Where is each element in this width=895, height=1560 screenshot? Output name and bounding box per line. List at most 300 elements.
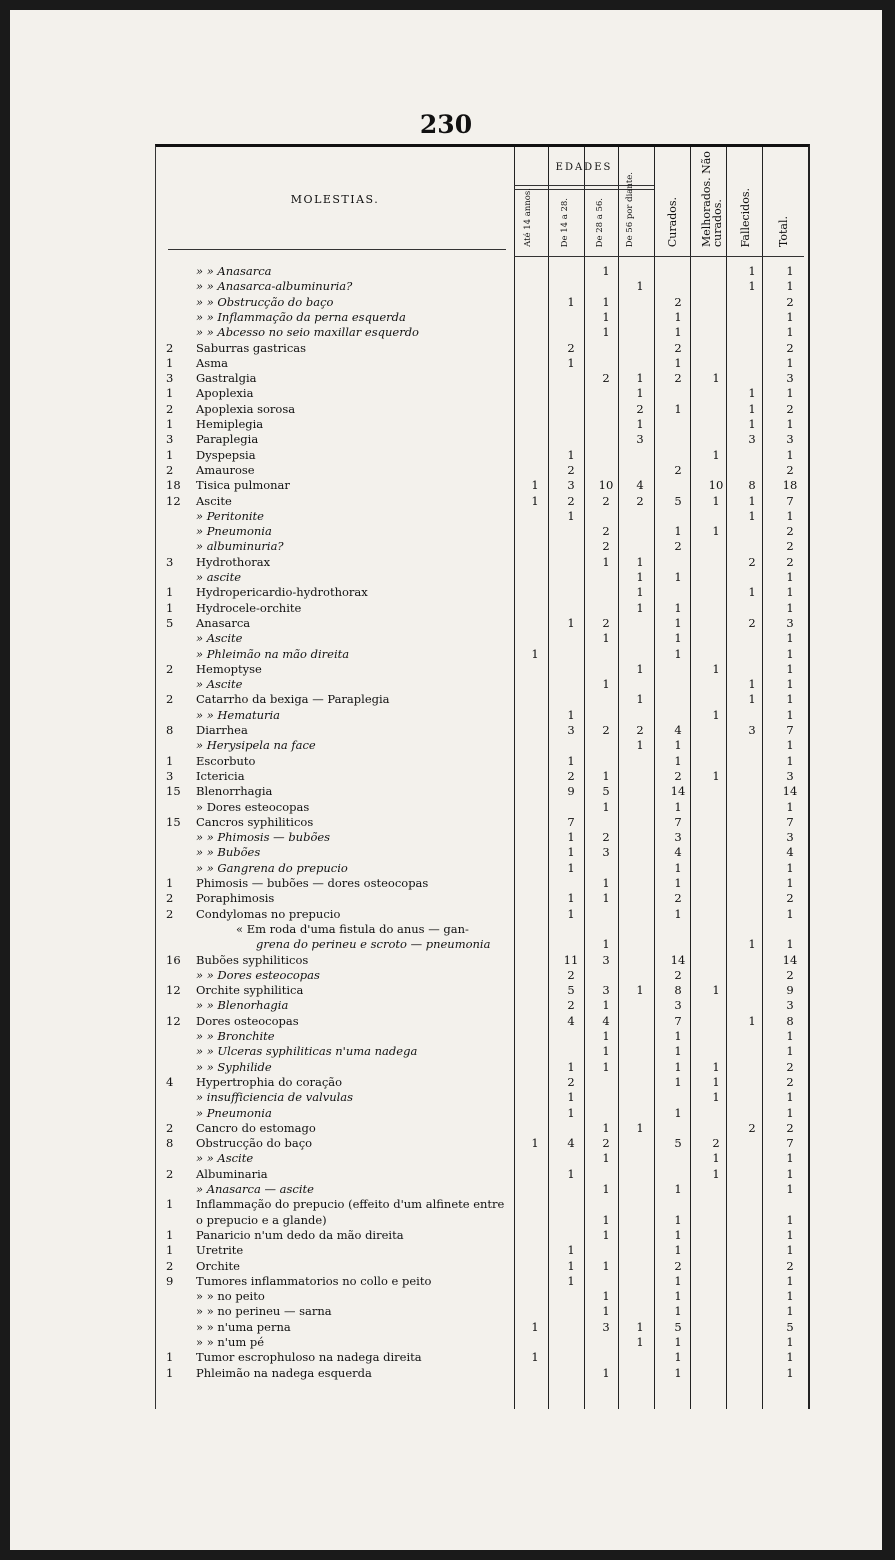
cell-mel: 1 [712, 1059, 720, 1074]
table-row [156, 708, 808, 723]
cell-d: 1 [636, 983, 644, 998]
cell-b: 9 [567, 784, 575, 799]
cell-c: 1 [602, 325, 610, 340]
disease-name: » » Dores esteocopas [196, 967, 320, 982]
cell-c: 10 [598, 478, 614, 493]
cell-mel: 1 [712, 983, 720, 998]
disease-name: » » n'uma perna [196, 1319, 291, 1334]
table-row [156, 1228, 808, 1243]
table-row [156, 677, 808, 692]
disease-name: » Ascite [196, 677, 243, 692]
cell-cur: 2 [674, 294, 682, 309]
table-row [156, 1335, 808, 1350]
cell-mel: 10 [708, 478, 724, 493]
disease-name: Saburras gastricas [196, 340, 307, 355]
cell-cur: 5 [674, 493, 682, 508]
table-row [156, 1075, 808, 1090]
cell-tot: 2 [786, 1059, 794, 1074]
cell-d: 2 [636, 493, 644, 508]
cell-d: 1 [636, 692, 644, 707]
table-row [156, 310, 808, 325]
disease-name: Tumores inflammatorios no collo e peito [196, 1273, 432, 1288]
cell-d: 1 [636, 417, 644, 431]
disease-name: » » Syphilide [196, 1059, 272, 1074]
table-row [156, 1259, 808, 1274]
table-row [156, 1320, 808, 1335]
cell-c: 1 [602, 1365, 610, 1380]
table-row [156, 662, 808, 677]
table-row [156, 647, 808, 662]
cell-b: 4 [567, 1136, 575, 1151]
cell-a: 1 [531, 646, 539, 661]
disease-name: « Em roda d'uma fistula do anus — gan- [236, 921, 469, 936]
cell-cur: 1 [674, 1074, 682, 1089]
cell-d: 1 [636, 279, 644, 294]
disease-name: Gastralgia [196, 371, 257, 386]
cell-cur: 3 [674, 830, 682, 845]
cell-b: 2 [567, 1074, 575, 1089]
disease-name: » albuminuria? [196, 539, 284, 554]
cell-c: 1 [602, 891, 610, 906]
cell-mel: 1 [712, 371, 720, 386]
cell-b: 1 [567, 1273, 575, 1288]
cell-c: 5 [602, 784, 610, 799]
table-row [156, 800, 808, 815]
case-count: 3 [166, 371, 174, 386]
table-row [156, 325, 808, 340]
table-row [156, 738, 808, 753]
cell-tot: 2 [786, 401, 794, 416]
cell-d: 1 [636, 738, 644, 753]
cell-tot: 1 [786, 799, 794, 814]
cell-tot: 1 [786, 753, 794, 768]
cell-fal: 1 [748, 1013, 756, 1028]
disease-name: » Phleimão na mão direita [196, 646, 350, 661]
cell-b: 5 [567, 983, 575, 998]
cell-cur: 1 [674, 570, 682, 584]
disease-name: » » Ulceras syphiliticas n'uma nadega [196, 1044, 418, 1059]
cell-tot: 1 [786, 1335, 794, 1349]
cell-fal: 1 [748, 417, 756, 431]
disease-name: Apoplexia [196, 386, 254, 401]
cell-b: 1 [567, 891, 575, 906]
cell-tot: 1 [786, 325, 794, 340]
cell-cur: 1 [674, 906, 682, 921]
case-count: 1 [166, 1243, 174, 1258]
cell-c: 2 [602, 1136, 610, 1151]
table-row [156, 1090, 808, 1105]
cell-c: 4 [602, 1013, 610, 1028]
cell-tot: 1 [786, 600, 794, 615]
cell-tot: 14 [782, 784, 798, 799]
case-count: 2 [166, 661, 174, 676]
cell-tot: 1 [786, 1304, 794, 1319]
case-count: 1 [166, 417, 174, 431]
cell-tot: 1 [786, 508, 794, 523]
cell-c: 1 [602, 1227, 610, 1242]
cell-mel: 1 [712, 1166, 720, 1181]
disease-name: Panaricio n'um dedo da mão direita [196, 1227, 404, 1242]
cell-tot: 1 [786, 417, 794, 431]
table-row [156, 861, 808, 876]
cell-tot: 1 [786, 1289, 794, 1304]
cell-cur: 14 [670, 784, 686, 799]
table-row [156, 463, 808, 478]
cell-tot: 1 [786, 860, 794, 875]
table-row [156, 555, 808, 570]
table-row [156, 432, 808, 447]
table-row [156, 998, 808, 1013]
disease-name: » » Blenorhagia [196, 998, 289, 1013]
cell-cur: 1 [674, 876, 682, 890]
cell-tot: 7 [786, 723, 794, 737]
cell-tot: 2 [786, 294, 794, 309]
cell-cur: 1 [674, 1029, 682, 1043]
cell-tot: 2 [786, 539, 794, 554]
cell-tot: 8 [786, 1013, 794, 1028]
disease-name: » Ascite [196, 631, 243, 646]
cell-c: 2 [602, 493, 610, 508]
cell-fal: 1 [748, 585, 756, 600]
cell-cur: 1 [674, 309, 682, 324]
cell-c: 1 [602, 1044, 610, 1059]
case-count: 2 [166, 891, 174, 906]
table-row [156, 1350, 808, 1365]
cell-tot: 9 [786, 983, 794, 998]
header-melhorados: Melhorados. Não curados. [700, 151, 724, 247]
case-count: 4 [166, 1074, 174, 1089]
cell-b: 1 [567, 615, 575, 630]
disease-name: Poraphimosis [196, 891, 275, 906]
cell-cur: 8 [674, 983, 682, 998]
cell-mel: 1 [712, 1090, 720, 1105]
table-row [156, 1289, 808, 1304]
table-row [156, 570, 808, 585]
cell-d: 1 [636, 554, 644, 569]
table-row [156, 1213, 808, 1228]
cell-c: 2 [602, 723, 610, 737]
disease-name: » » Bronchite [196, 1029, 275, 1043]
cell-c: 3 [602, 845, 610, 860]
cell-b: 1 [567, 845, 575, 860]
cell-tot: 18 [782, 478, 798, 493]
table-row [156, 983, 808, 998]
header-56-plus: De 56 por diante. [625, 171, 635, 247]
table-row [156, 968, 808, 983]
case-count: 1 [166, 876, 174, 890]
cell-cur: 14 [670, 952, 686, 967]
cell-cur: 1 [674, 600, 682, 615]
table-row [156, 509, 808, 524]
cell-c: 1 [602, 799, 610, 814]
disease-name: » Dores esteocopas [196, 799, 310, 814]
cell-cur: 1 [674, 860, 682, 875]
cell-mel: 1 [712, 524, 720, 539]
cell-tot: 3 [786, 432, 794, 447]
cell-c: 2 [602, 830, 610, 845]
cell-mel: 1 [712, 1074, 720, 1089]
cell-cur: 1 [674, 1289, 682, 1304]
cell-cur: 2 [674, 891, 682, 906]
cell-fal: 1 [748, 508, 756, 523]
cell-d: 1 [636, 661, 644, 676]
cell-cur: 1 [674, 1227, 682, 1242]
cell-tot: 1 [786, 631, 794, 646]
cell-fal: 1 [748, 493, 756, 508]
table-row [156, 891, 808, 906]
table-row [156, 1243, 808, 1258]
cell-fal: 2 [748, 554, 756, 569]
cell-c: 3 [602, 983, 610, 998]
cell-c: 1 [602, 937, 610, 952]
table-row [156, 769, 808, 784]
cell-c: 1 [602, 876, 610, 890]
cell-b: 2 [567, 340, 575, 355]
cell-b: 2 [567, 462, 575, 477]
cell-c: 2 [602, 371, 610, 386]
header-ate-14: Até 14 annos. [523, 188, 533, 247]
disease-name: » » Abcesso no seio maxillar esquerdo [196, 325, 419, 340]
cell-tot: 2 [786, 1258, 794, 1273]
cell-fal: 2 [748, 615, 756, 630]
page [10, 10, 882, 1550]
cell-fal: 3 [748, 723, 756, 737]
cell-cur: 1 [674, 1182, 682, 1196]
header-fallecidos: Fallecidos. [739, 187, 752, 247]
cell-cur: 1 [674, 738, 682, 753]
case-count: 8 [166, 1136, 174, 1151]
case-count: 18 [166, 478, 181, 493]
cell-tot: 1 [786, 646, 794, 661]
cell-b: 3 [567, 723, 575, 737]
case-count: 1 [166, 355, 174, 370]
cell-mel: 1 [712, 661, 720, 676]
cell-cur: 1 [674, 615, 682, 630]
cell-tot: 1 [786, 1227, 794, 1242]
cell-tot: 7 [786, 1136, 794, 1151]
cell-c: 1 [602, 1059, 610, 1074]
cell-fal: 1 [748, 279, 756, 294]
disease-name: Orchite [196, 1258, 240, 1273]
disease-name: » » Phimosis — bubões [196, 830, 331, 845]
cell-tot: 4 [786, 845, 794, 860]
disease-name: » Anasarca — ascite [196, 1182, 314, 1196]
disease-name: Escorbuto [196, 753, 256, 768]
cell-tot: 2 [786, 554, 794, 569]
table-row [156, 1106, 808, 1121]
cell-a: 1 [531, 1136, 539, 1151]
cell-tot: 1 [786, 661, 794, 676]
cell-b: 2 [567, 493, 575, 508]
cell-d: 1 [636, 1120, 644, 1135]
cell-d: 3 [636, 432, 644, 447]
cell-cur: 1 [674, 1212, 682, 1227]
cell-cur: 1 [674, 1365, 682, 1380]
table-row [156, 1151, 808, 1166]
cell-cur: 1 [674, 401, 682, 416]
cell-cur: 1 [674, 325, 682, 340]
page-number: 230 [419, 110, 473, 139]
disease-name: Paraplegia [196, 432, 259, 447]
table-row [156, 601, 808, 616]
table-row [156, 876, 808, 891]
cell-c: 1 [602, 554, 610, 569]
cell-tot: 1 [786, 1166, 794, 1181]
cell-b: 1 [567, 1105, 575, 1120]
disease-name: Anasarca [196, 615, 251, 630]
cell-d: 1 [636, 1335, 644, 1349]
disease-name: » ascite [196, 570, 241, 584]
header-rule [514, 256, 804, 257]
cell-cur: 1 [674, 753, 682, 768]
table-row [156, 371, 808, 386]
cell-tot: 2 [786, 524, 794, 539]
case-count: 3 [166, 768, 174, 783]
cell-b: 1 [567, 753, 575, 768]
disease-name: Phimosis — bubões — dores osteocopas [196, 876, 429, 890]
disease-name: Hydrothorax [196, 554, 271, 569]
cell-c: 2 [602, 524, 610, 539]
cell-tot: 1 [786, 386, 794, 401]
cell-tot: 1 [786, 279, 794, 294]
table-row [156, 402, 808, 417]
disease-name: » » Ascite [196, 1151, 254, 1166]
disease-name: Hydrocele-orchite [196, 600, 302, 615]
cell-tot: 1 [786, 1212, 794, 1227]
cell-tot: 3 [786, 371, 794, 386]
disease-name: o prepucio e a glande) [196, 1212, 327, 1227]
table-row [156, 1182, 808, 1197]
cell-b: 1 [567, 294, 575, 309]
disease-name: Amaurose [196, 462, 255, 477]
disease-name: » » n'um pé [196, 1335, 265, 1349]
cell-cur: 1 [674, 524, 682, 539]
disease-name: Hemoptyse [196, 661, 262, 676]
table-row [156, 953, 808, 968]
case-count: 3 [166, 432, 174, 447]
cell-tot: 7 [786, 493, 794, 508]
cell-b: 1 [567, 355, 575, 370]
case-count: 1 [166, 753, 174, 768]
cell-cur: 7 [674, 814, 682, 829]
cell-cur: 1 [674, 355, 682, 370]
cell-d: 2 [636, 401, 644, 416]
cell-b: 1 [567, 707, 575, 722]
case-count: 2 [166, 1258, 174, 1273]
cell-fal: 1 [748, 386, 756, 401]
cell-tot: 3 [786, 615, 794, 630]
case-count: 2 [166, 462, 174, 477]
case-count: 1 [166, 1365, 174, 1380]
case-count: 1 [166, 1227, 174, 1242]
cell-tot: 1 [786, 677, 794, 692]
disease-name: Phleimão na nadega esquerda [196, 1365, 372, 1380]
cell-cur: 7 [674, 1013, 682, 1028]
table-row [156, 539, 808, 554]
cell-tot: 2 [786, 967, 794, 982]
cell-tot: 3 [786, 768, 794, 783]
case-count: 8 [166, 723, 174, 737]
cell-fal: 1 [748, 264, 756, 278]
cell-c: 1 [602, 1120, 610, 1135]
case-count: 2 [166, 692, 174, 707]
case-count: 1 [166, 386, 174, 401]
cell-b: 1 [567, 447, 575, 462]
table-row [156, 907, 808, 922]
cell-d: 1 [636, 1319, 644, 1334]
disease-name: » Pneumonia [196, 524, 272, 539]
cell-fal: 2 [748, 1120, 756, 1135]
case-count: 15 [166, 814, 181, 829]
cell-d: 1 [636, 585, 644, 600]
cell-c: 1 [602, 631, 610, 646]
cell-tot: 2 [786, 340, 794, 355]
cell-c: 1 [602, 1182, 610, 1196]
cell-tot: 1 [786, 1029, 794, 1043]
table-row [156, 494, 808, 509]
cell-b: 1 [567, 508, 575, 523]
cell-c: 1 [602, 309, 610, 324]
cell-tot: 2 [786, 891, 794, 906]
cell-c: 3 [602, 1319, 610, 1334]
cell-cur: 1 [674, 799, 682, 814]
disease-name: grena do perineu e scroto — pneumonia [256, 937, 491, 952]
cell-d: 4 [636, 478, 644, 493]
cell-c: 1 [602, 998, 610, 1013]
cell-cur: 2 [674, 1258, 682, 1273]
cell-b: 1 [567, 906, 575, 921]
cell-tot: 1 [786, 1365, 794, 1380]
cell-c: 1 [602, 294, 610, 309]
header-28-56: De 28 a 56. [595, 197, 605, 247]
cell-b: 2 [567, 998, 575, 1013]
cell-cur: 1 [674, 1304, 682, 1319]
cell-tot: 1 [786, 570, 794, 584]
disease-name: Tisica pulmonar [196, 478, 290, 493]
cell-b: 1 [567, 1090, 575, 1105]
disease-name: » » Gangrena do prepucio [196, 860, 348, 875]
cell-tot: 2 [786, 1120, 794, 1135]
cell-cur: 2 [674, 371, 682, 386]
cell-c: 1 [602, 1304, 610, 1319]
disease-name: » » Anasarca [196, 264, 272, 278]
cell-b: 2 [567, 967, 575, 982]
disease-name: Obstrucção do baço [196, 1136, 313, 1151]
cell-tot: 1 [786, 1243, 794, 1258]
table-row [156, 295, 808, 310]
cell-b: 4 [567, 1013, 575, 1028]
disease-name: Hypertrophia do coração [196, 1074, 343, 1089]
cell-b: 3 [567, 478, 575, 493]
cell-cur: 5 [674, 1319, 682, 1334]
table-row [156, 616, 808, 631]
cell-cur: 1 [674, 1335, 682, 1349]
cell-tot: 1 [786, 906, 794, 921]
disease-name: Catarrho da bexiga — Paraplegia [196, 692, 390, 707]
table-row [156, 922, 808, 937]
table-row [156, 478, 808, 493]
cell-cur: 2 [674, 462, 682, 477]
disease-name: Hemiplegia [196, 417, 264, 431]
case-count: 15 [166, 784, 181, 799]
cell-cur: 1 [674, 1105, 682, 1120]
cell-tot: 2 [786, 462, 794, 477]
cell-cur: 1 [674, 1350, 682, 1365]
case-count: 1 [166, 585, 174, 600]
table-row [156, 692, 808, 707]
cell-mel: 1 [712, 768, 720, 783]
cell-cur: 1 [674, 646, 682, 661]
